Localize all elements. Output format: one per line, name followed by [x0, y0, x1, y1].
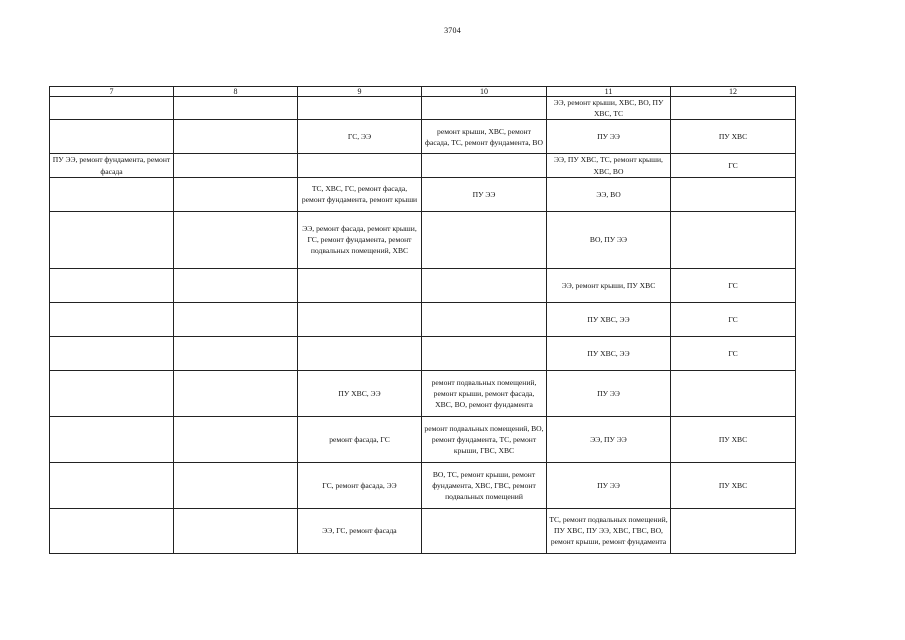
table-cell	[298, 177, 422, 211]
cell-text: ГС	[728, 280, 738, 290]
table-row	[50, 302, 796, 336]
table-cell	[547, 211, 671, 268]
table-cell	[50, 211, 174, 268]
table-cell	[50, 120, 174, 154]
table-cell	[671, 370, 796, 416]
table-cell	[298, 336, 422, 370]
cell-text: ремонт фасада, ГС	[329, 434, 390, 444]
table-cell	[671, 508, 796, 553]
table-cell	[422, 177, 547, 211]
table-cell	[547, 336, 671, 370]
table-cell	[174, 154, 298, 177]
cell-text: ПУ ЭЭ	[597, 132, 620, 142]
table-cell	[671, 336, 796, 370]
table-row	[50, 462, 796, 508]
table-cell	[547, 154, 671, 177]
table-cell	[547, 508, 671, 553]
table-cell	[671, 120, 796, 154]
cell-text: ПУ ХВС	[718, 132, 748, 142]
table-cell	[422, 120, 547, 154]
table-cell	[298, 462, 422, 508]
cell-text: ГС, ремонт фасада, ЭЭ	[322, 480, 397, 490]
cell-text: ПУ ЭЭ	[597, 480, 620, 490]
table-header-row	[50, 87, 796, 97]
table-cell	[671, 416, 796, 462]
table-row	[50, 508, 796, 553]
table-cell	[547, 302, 671, 336]
cell-text: ВО, ТС, ремонт крыши, ремонт фундамента, ХВС, ГВС, ремонт подвальных помещений	[432, 469, 536, 501]
table-cell	[298, 508, 422, 553]
cell-text: ПУ ХВС, ЭЭ	[587, 314, 630, 324]
column-header: 12	[671, 87, 796, 97]
cell-text: ГС	[728, 314, 738, 324]
table-cell	[174, 177, 298, 211]
table-row	[50, 154, 796, 177]
table-cell	[298, 370, 422, 416]
table-cell	[671, 154, 796, 177]
table-cell	[298, 154, 422, 177]
table-cell	[671, 268, 796, 302]
table-cell	[422, 370, 547, 416]
table-cell	[422, 154, 547, 177]
cell-text: ТС, ремонт подвальных помещений, ПУ ХВС, ПУ ЭЭ, ХВС, ГВС, ВО, ремонт крыши, ремонт фундамента	[549, 515, 668, 547]
table-cell	[50, 177, 174, 211]
table-cell	[422, 302, 547, 336]
table-cell	[671, 211, 796, 268]
cell-text: ремонт подвальных помещений, ремонт крыши, ремонт фасада, ХВС, ВО, ремонт фундамента	[431, 377, 537, 409]
table-cell	[671, 177, 796, 211]
table-cell	[298, 302, 422, 336]
cell-text: ПУ ХВС	[718, 434, 748, 444]
table-cell	[422, 268, 547, 302]
cell-text: ЭЭ, ГС, ремонт фасада	[322, 526, 397, 536]
table-row	[50, 120, 796, 154]
table-cell	[174, 508, 298, 553]
table-cell	[671, 462, 796, 508]
table-cell	[174, 416, 298, 462]
column-header: 10	[422, 87, 547, 97]
table-cell	[50, 302, 174, 336]
cell-text: ЭЭ, ремонт фасада, ремонт крыши, ГС, ремонт фундамента, ремонт подвальных помещений, ХВС	[302, 224, 417, 256]
table-cell	[298, 211, 422, 268]
table-cell	[50, 336, 174, 370]
table-cell	[50, 97, 174, 120]
cell-text: ПУ ХВС, ЭЭ	[338, 388, 381, 398]
table-cell	[547, 120, 671, 154]
cell-text: ПУ ХВС	[718, 480, 748, 490]
cell-text: ТС, ХВС, ГС, ремонт фасада, ремонт фундамента, ремонт крыши	[301, 184, 418, 205]
cell-text: ремонт подвальных помещений, ВО, ремонт фундамента, ТС, ремонт крыши, ГВС, ХВС	[424, 423, 544, 455]
table-cell	[298, 120, 422, 154]
table-row	[50, 211, 796, 268]
table-cell	[50, 416, 174, 462]
table-cell	[422, 462, 547, 508]
table-cell	[671, 302, 796, 336]
table-cell	[547, 370, 671, 416]
column-header: 8	[174, 87, 298, 97]
table-cell	[174, 211, 298, 268]
table-cell	[422, 336, 547, 370]
table-cell	[547, 462, 671, 508]
table-cell	[50, 154, 174, 177]
cell-text: ГС, ЭЭ	[347, 132, 372, 142]
cell-text: ЭЭ, ПУ ЭЭ	[590, 434, 627, 444]
table-row	[50, 177, 796, 211]
page-number: 3704	[444, 26, 461, 35]
column-header: 9	[298, 87, 422, 97]
table-cell	[422, 416, 547, 462]
cell-text: ПУ ЭЭ	[472, 189, 496, 199]
table-row	[50, 268, 796, 302]
table-cell	[174, 302, 298, 336]
table-cell	[547, 97, 671, 120]
table-cell	[50, 268, 174, 302]
cell-text: ВО, ПУ ЭЭ	[589, 235, 628, 245]
table-row	[50, 97, 796, 120]
table-cell	[298, 268, 422, 302]
table-cell	[422, 508, 547, 553]
column-header: 7	[50, 87, 174, 97]
table-cell	[174, 97, 298, 120]
cell-text: ЭЭ, ремонт крыши, ХВС, ВО, ПУ ХВС, ТС	[553, 98, 664, 119]
table-cell	[422, 97, 547, 120]
table-cell	[174, 370, 298, 416]
table-cell	[298, 416, 422, 462]
table-cell	[547, 177, 671, 211]
table-cell	[50, 370, 174, 416]
cell-text: ЭЭ, ПУ ХВС, ТС, ремонт крыши, ХВС, ВО	[554, 155, 663, 176]
table-cell	[174, 268, 298, 302]
table-cell	[50, 508, 174, 553]
table-cell	[174, 336, 298, 370]
table-cell	[547, 416, 671, 462]
cell-text: ГС	[728, 161, 738, 170]
table-cell	[50, 462, 174, 508]
works-table-body	[50, 87, 796, 554]
cell-text: ГС	[728, 348, 738, 358]
table-row	[50, 370, 796, 416]
column-header: 11	[547, 87, 671, 97]
cell-text: ПУ ЭЭ	[597, 388, 620, 398]
works-table	[49, 86, 796, 554]
table-row	[50, 336, 796, 370]
cell-text: ПУ ЭЭ, ремонт фундамента, ремонт фасада	[52, 155, 171, 176]
table-cell	[174, 462, 298, 508]
table-cell	[174, 120, 298, 154]
cell-text: ЭЭ, ВО	[596, 189, 621, 199]
table-cell	[422, 211, 547, 268]
table-cell	[547, 268, 671, 302]
table-cell	[671, 97, 796, 120]
table-row	[50, 416, 796, 462]
cell-text: ремонт крыши, ХВС, ремонт фасада, ТС, ремонт фундамента, ВО	[425, 126, 543, 147]
cell-text: ПУ ХВС, ЭЭ	[587, 348, 630, 358]
cell-text: ЭЭ, ремонт крыши, ПУ ХВС	[561, 280, 656, 290]
table-cell	[298, 97, 422, 120]
